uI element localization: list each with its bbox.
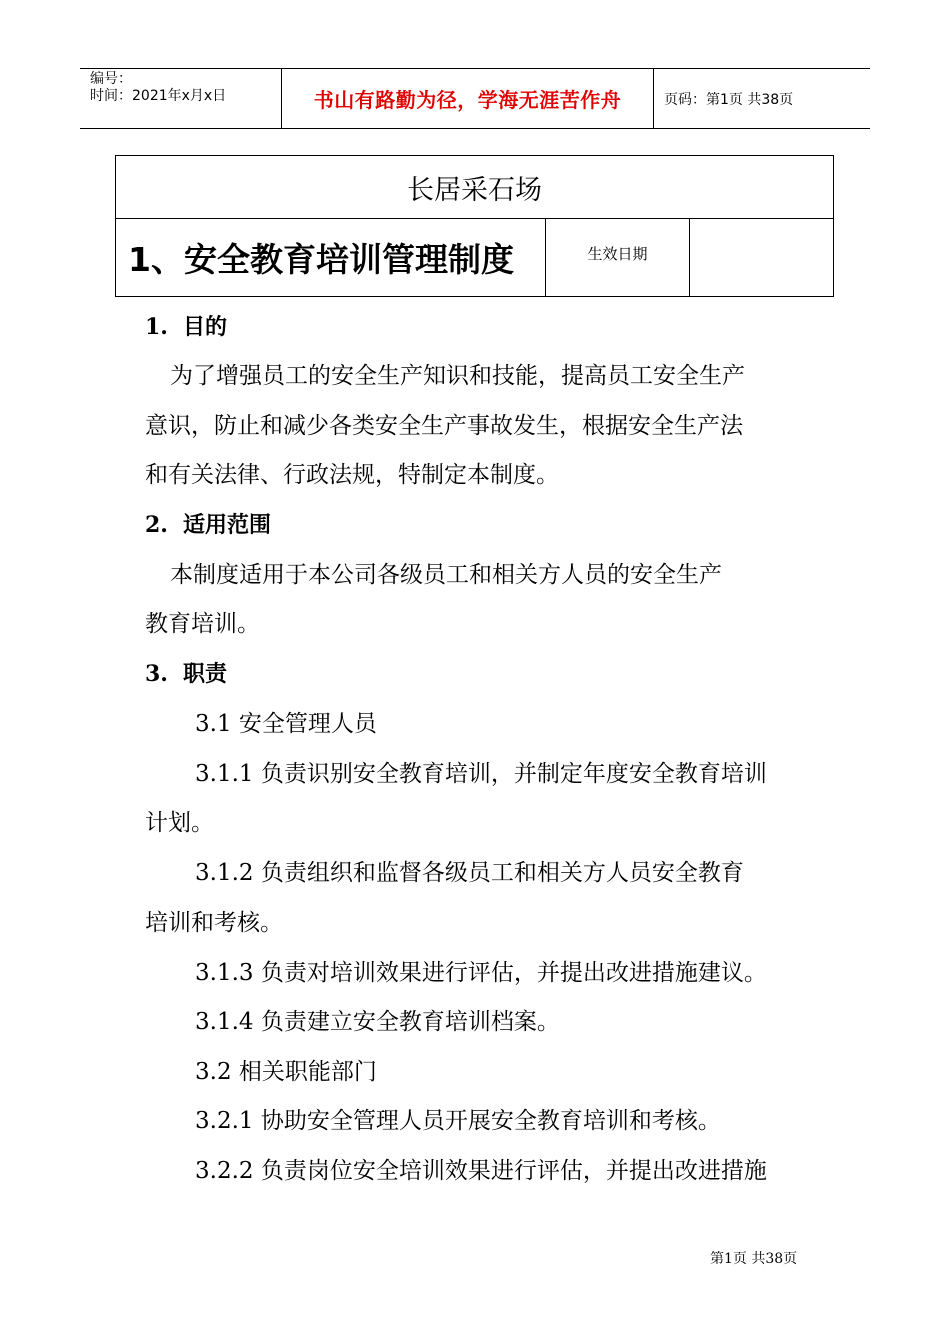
number-label: 编号： (90, 71, 132, 87)
time-label: 时间：2021年x月x日 (90, 88, 227, 104)
page-footer: 第1页 共38页 (710, 1251, 798, 1267)
section-heading-duties (145, 657, 227, 688)
title-row (116, 219, 833, 296)
document-title: 1、安全教育培训管理制度 (116, 219, 546, 296)
header-page-info: 页码：第1页 共38页 (664, 91, 794, 108)
paragraph-line: 意识，防止和减少各类安全生产事故发生，根据安全生产法 (145, 413, 743, 439)
company-name: 长居采石场 (116, 156, 833, 219)
paragraph-line: 本制度适用于本公司各级员工和相关方人员的安全生产 (170, 562, 722, 588)
paragraph-line: 3.1.4 负责建立安全教育培训档案。 (195, 1009, 560, 1035)
paragraph-line: 教育培训。 (145, 611, 260, 637)
paragraph-line: 3.2.1 协助安全管理人员开展安全教育培训和考核。 (195, 1108, 721, 1134)
paragraph-line: 培训和考核。 (145, 910, 283, 936)
paragraph-line: 为了增强员工的安全生产知识和技能，提高员工安全生产 (170, 363, 745, 389)
header-motto: 书山有路勤为径，学海无涯苦作舟 (282, 69, 654, 128)
effective-date-label: 生效日期 (546, 219, 690, 296)
section-heading-purpose (145, 310, 227, 341)
paragraph-line: 3.1.1 负责识别安全教育培训，并制定年度安全教育培训 (195, 761, 767, 787)
paragraph-line: 3.1.2 负责组织和监督各级员工和相关方人员安全教育 (195, 860, 744, 886)
header-meta (80, 69, 282, 128)
section-number: 2. (145, 512, 168, 538)
title-table (115, 155, 834, 297)
section-heading-scope (145, 508, 271, 539)
section-number: 3. (145, 661, 168, 687)
page-header (80, 68, 870, 129)
section-title: 职责 (183, 662, 228, 687)
paragraph-line: 3.1.3 负责对培训效果进行评估，并提出改进措施建议。 (195, 960, 767, 986)
section-title: 目的 (183, 315, 228, 340)
subsection-heading: 3.2 相关职能部门 (195, 1059, 377, 1085)
paragraph-line: 和有关法律、行政法规，特制定本制度。 (145, 462, 559, 488)
paragraph-line: 3.2.2 负责岗位安全培训效果进行评估，并提出改进措施 (195, 1158, 767, 1184)
paragraph-line: 计划。 (145, 810, 214, 836)
effective-date-value (690, 219, 833, 296)
subsection-heading: 3.1 安全管理人员 (195, 711, 377, 737)
section-number: 1. (145, 314, 168, 340)
section-title: 适用范围 (183, 513, 272, 538)
